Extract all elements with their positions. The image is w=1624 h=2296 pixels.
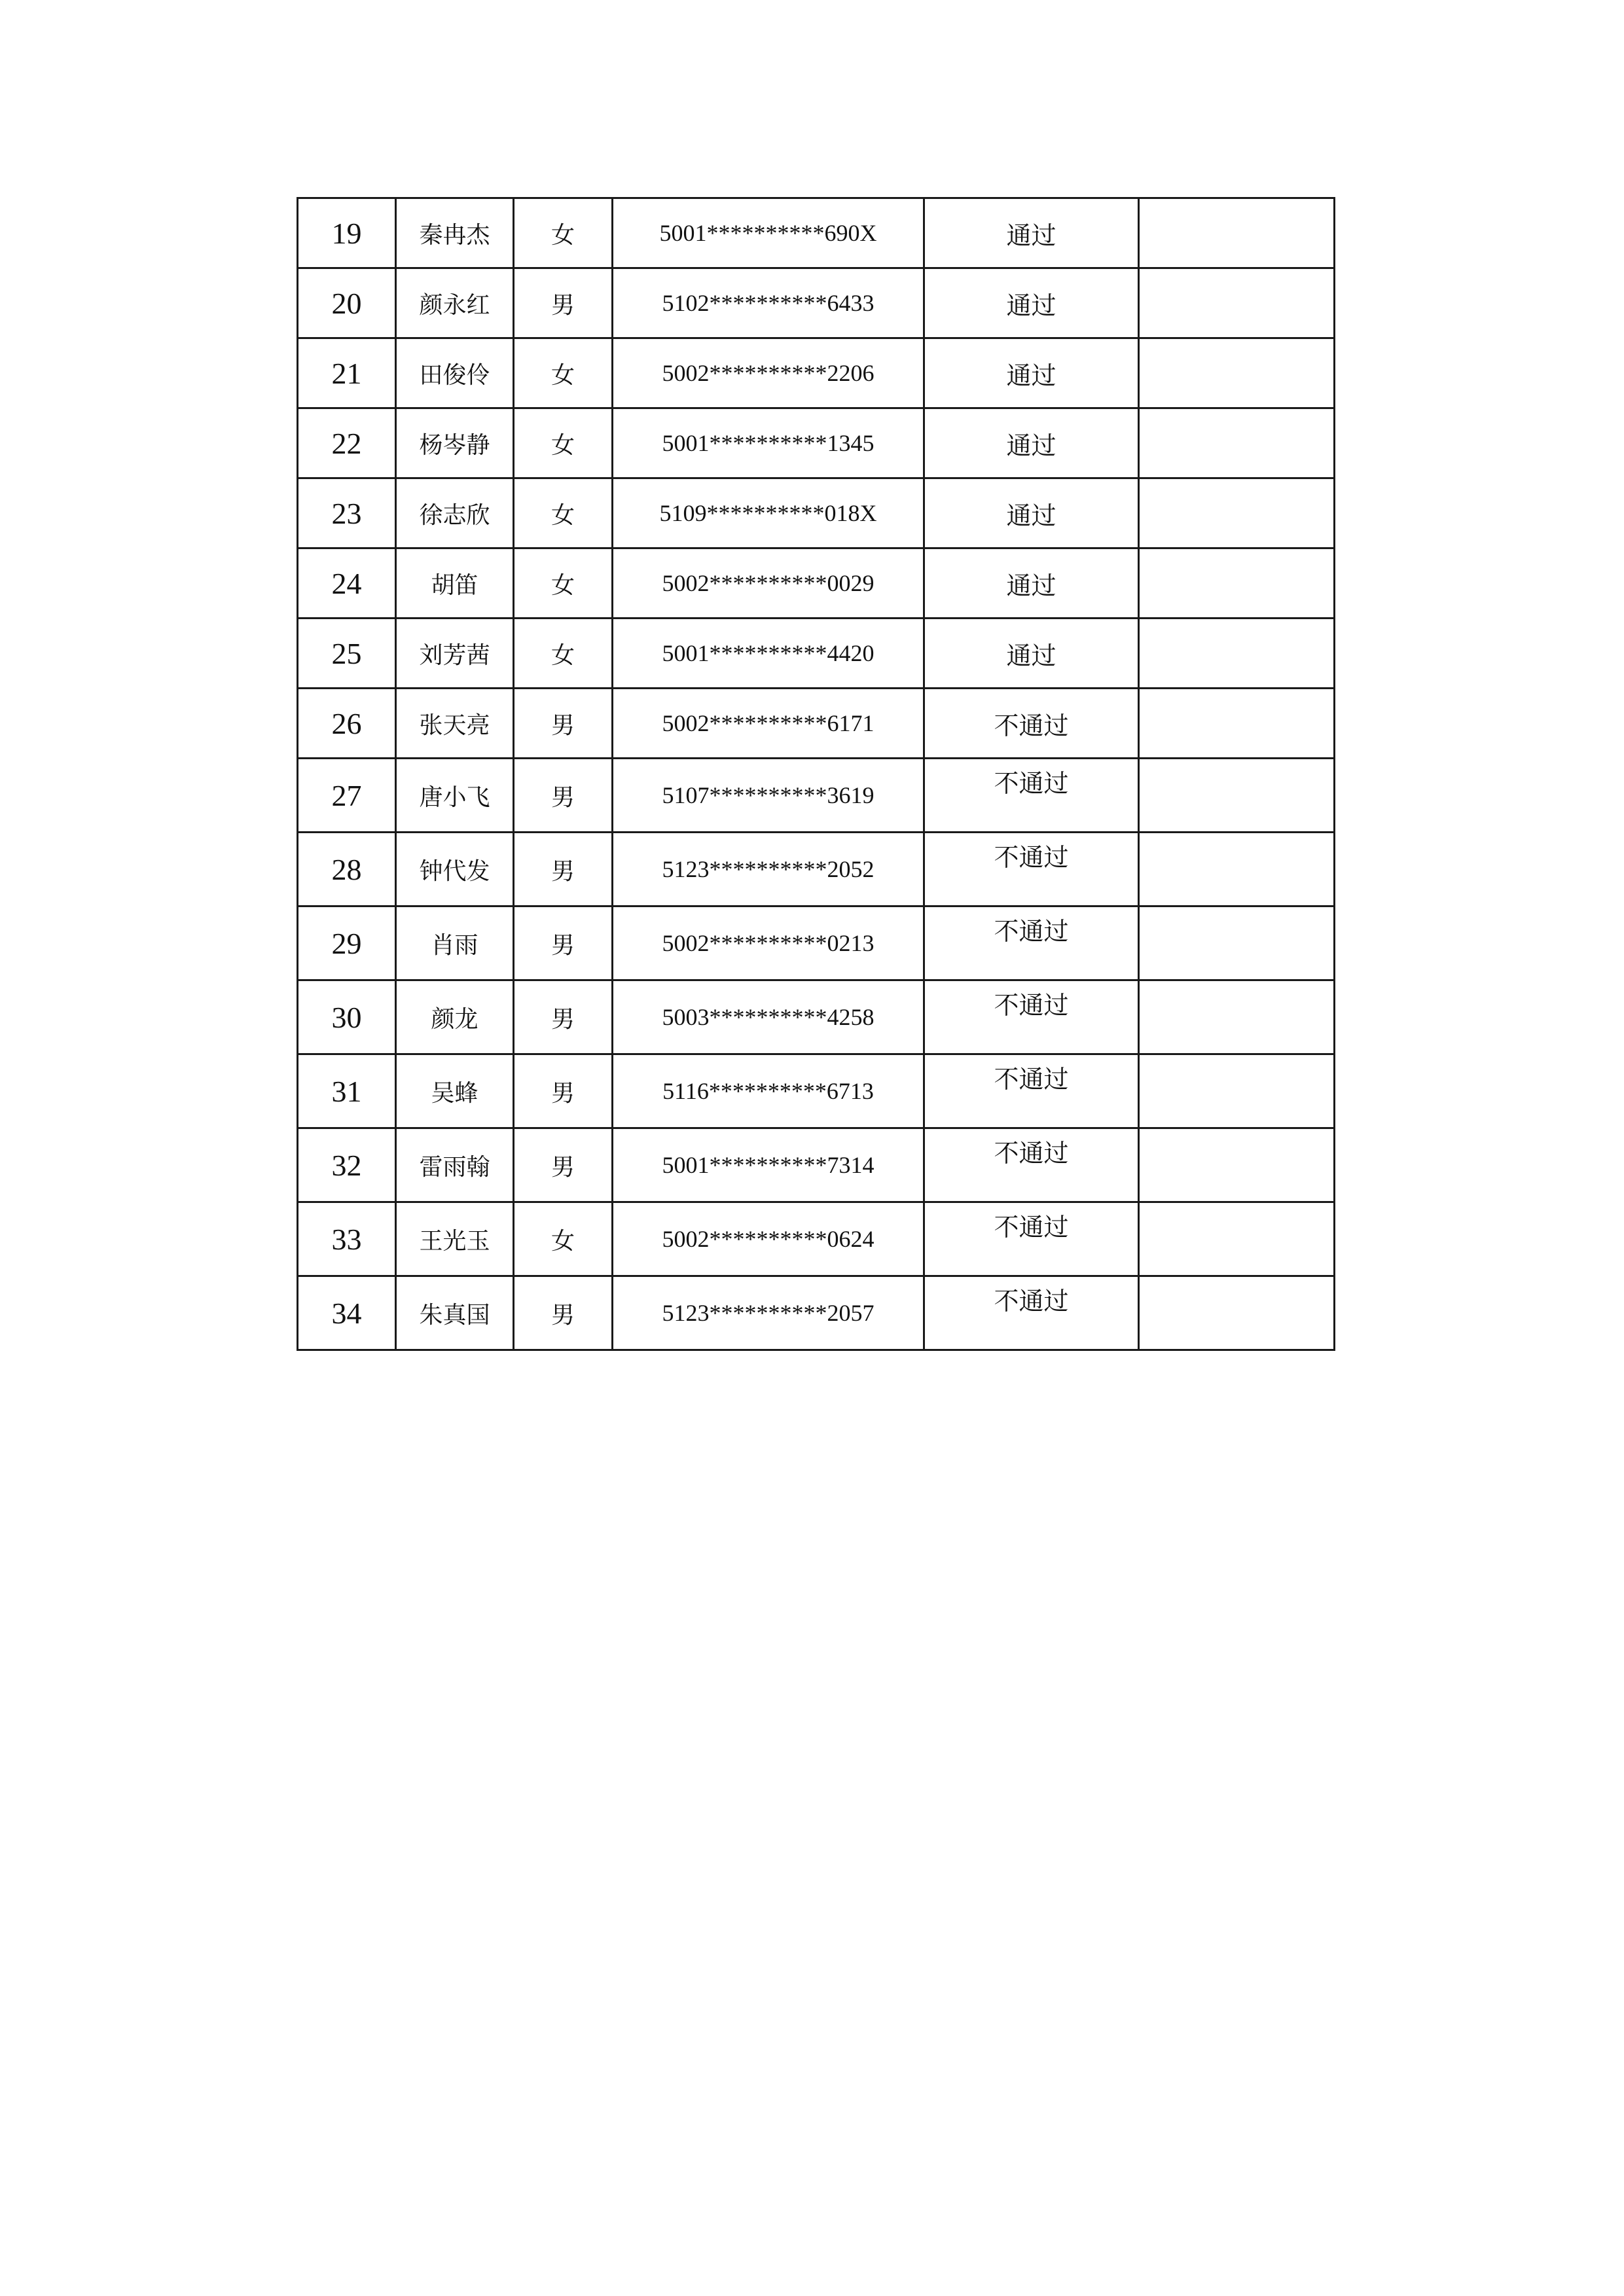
id-number: 5002**********0029 [613,548,924,619]
remarks [1139,268,1335,338]
remarks [1139,980,1335,1054]
person-name: 胡笛 [396,548,514,619]
table-row [298,548,1335,619]
review-result: 不通过 [924,980,1139,1054]
id-number: 5109**********018X [613,478,924,548]
gender: 女 [514,548,613,619]
id-number: 5001**********4420 [613,619,924,689]
id-number: 5123**********2057 [613,1276,924,1350]
gender: 女 [514,478,613,548]
review-result: 不通过 [924,906,1139,980]
remarks [1139,619,1335,689]
table-row [298,478,1335,548]
person-name: 唐小飞 [396,759,514,833]
id-number: 5002**********0624 [613,1202,924,1276]
row-number: 23 [298,478,396,548]
remarks [1139,548,1335,619]
gender: 男 [514,1054,613,1128]
person-name: 张天亮 [396,689,514,759]
person-name: 雷雨翰 [396,1128,514,1202]
gender: 男 [514,759,613,833]
review-result: 不通过 [924,689,1139,759]
table-row [298,1128,1335,1202]
row-number: 34 [298,1276,396,1350]
table-row [298,689,1335,759]
gender: 女 [514,198,613,268]
gender: 男 [514,1128,613,1202]
person-name: 肖雨 [396,906,514,980]
remarks [1139,759,1335,833]
person-name: 刘芳茜 [396,619,514,689]
remarks [1139,478,1335,548]
person-name: 颜永红 [396,268,514,338]
gender: 女 [514,1202,613,1276]
id-number: 5002**********0213 [613,906,924,980]
id-number: 5001**********1345 [613,408,924,478]
id-number: 5002**********2206 [613,338,924,408]
review-result: 通过 [924,619,1139,689]
person-name: 徐志欣 [396,478,514,548]
person-name: 秦冉杰 [396,198,514,268]
table-row [298,408,1335,478]
gender: 男 [514,1276,613,1350]
table-row [298,619,1335,689]
review-result: 通过 [924,268,1139,338]
row-number: 31 [298,1054,396,1128]
person-name: 吴蜂 [396,1054,514,1128]
id-number: 5002**********6171 [613,689,924,759]
review-result: 不通过 [924,1202,1139,1276]
remarks [1139,1276,1335,1350]
results-table-body [298,198,1335,1350]
person-name: 钟代发 [396,833,514,906]
row-number: 21 [298,338,396,408]
remarks [1139,1128,1335,1202]
table-row [298,1276,1335,1350]
id-number: 5001**********690X [613,198,924,268]
remarks [1139,338,1335,408]
review-result: 不通过 [924,1054,1139,1128]
table-row [298,1202,1335,1276]
id-number: 5123**********2052 [613,833,924,906]
table-row [298,833,1335,906]
results-table [297,197,1335,1351]
table-row [298,338,1335,408]
review-result: 不通过 [924,833,1139,906]
person-name: 田俊伶 [396,338,514,408]
row-number: 22 [298,408,396,478]
id-number: 5107**********3619 [613,759,924,833]
row-number: 19 [298,198,396,268]
remarks [1139,833,1335,906]
table-row [298,198,1335,268]
review-result: 通过 [924,338,1139,408]
remarks [1139,408,1335,478]
table-row [298,268,1335,338]
remarks [1139,1202,1335,1276]
review-result: 通过 [924,478,1139,548]
table-row [298,906,1335,980]
row-number: 24 [298,548,396,619]
row-number: 32 [298,1128,396,1202]
review-result: 不通过 [924,1276,1139,1350]
remarks [1139,198,1335,268]
review-result: 通过 [924,408,1139,478]
person-name: 朱真国 [396,1276,514,1350]
row-number: 25 [298,619,396,689]
gender: 男 [514,833,613,906]
person-name: 杨岑静 [396,408,514,478]
gender: 男 [514,980,613,1054]
row-number: 28 [298,833,396,906]
id-number: 5001**********7314 [613,1128,924,1202]
gender: 男 [514,689,613,759]
row-number: 20 [298,268,396,338]
id-number: 5102**********6433 [613,268,924,338]
row-number: 29 [298,906,396,980]
id-number: 5116**********6713 [613,1054,924,1128]
table-row [298,1054,1335,1128]
row-number: 33 [298,1202,396,1276]
review-result: 不通过 [924,759,1139,833]
gender: 女 [514,408,613,478]
person-name: 王光玉 [396,1202,514,1276]
gender: 男 [514,906,613,980]
review-result: 通过 [924,548,1139,619]
person-name: 颜龙 [396,980,514,1054]
gender: 男 [514,268,613,338]
id-number: 5003**********4258 [613,980,924,1054]
review-result: 通过 [924,198,1139,268]
remarks [1139,689,1335,759]
remarks [1139,906,1335,980]
row-number: 30 [298,980,396,1054]
remarks [1139,1054,1335,1128]
review-result: 不通过 [924,1128,1139,1202]
table-row [298,759,1335,833]
row-number: 26 [298,689,396,759]
row-number: 27 [298,759,396,833]
table-row [298,980,1335,1054]
gender: 女 [514,619,613,689]
gender: 女 [514,338,613,408]
